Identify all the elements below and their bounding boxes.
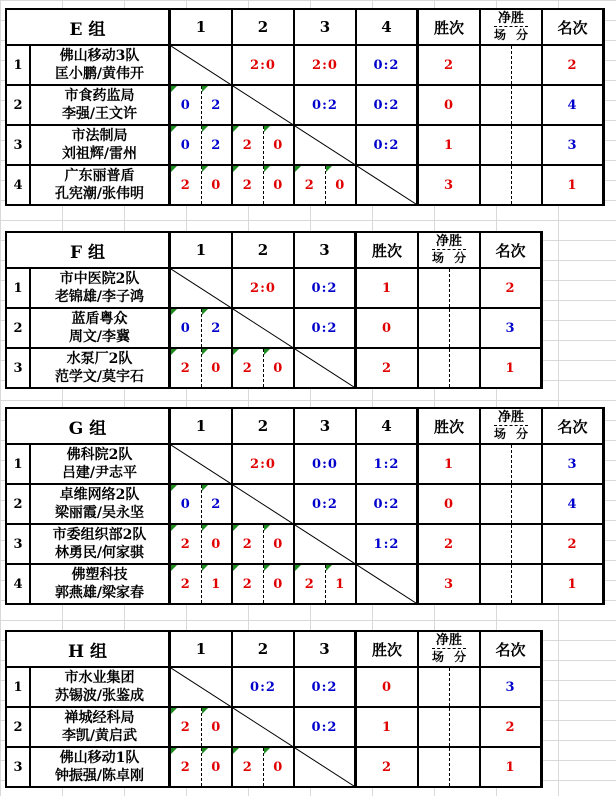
diagonal-cell	[295, 126, 357, 166]
rank-value: 2	[481, 269, 543, 309]
games-label: 场	[493, 427, 506, 441]
games-won: 0	[171, 309, 201, 347]
row-index: 4	[5, 565, 31, 605]
rank-value: 2	[481, 708, 543, 748]
team-cell	[31, 565, 171, 605]
match-score-split	[233, 525, 295, 565]
wins-value: 1	[419, 445, 481, 485]
wins-value: 2	[419, 46, 481, 86]
games-lost: 0	[263, 748, 294, 786]
team-row	[5, 668, 543, 708]
net-header	[419, 231, 481, 269]
team-cell	[31, 748, 171, 788]
net-divider	[511, 46, 512, 84]
team-row	[5, 46, 605, 86]
row-index: 1	[5, 445, 31, 485]
diagonal-cell	[295, 525, 357, 565]
match-score-split	[171, 86, 233, 126]
row-index: 1	[5, 46, 31, 86]
rank-header: 名次	[481, 630, 543, 668]
diagonal-line	[295, 748, 357, 788]
team-row	[5, 708, 543, 748]
diagonal-line	[233, 708, 295, 748]
match-score-split	[171, 708, 233, 748]
team-row	[5, 565, 605, 605]
games-won: 2	[171, 708, 201, 746]
group-header	[5, 407, 605, 445]
column-header-3: 3	[295, 407, 357, 445]
match-score: 0:2	[295, 708, 357, 748]
match-score-split	[171, 748, 233, 788]
games-lost: 0	[325, 166, 356, 204]
net-divider	[511, 86, 512, 124]
net-title: 净胜	[435, 633, 462, 648]
diagonal-cell	[233, 708, 295, 748]
diagonal-line	[171, 668, 233, 708]
rank-value: 3	[543, 445, 605, 485]
net-value	[481, 166, 543, 206]
player-names: 李强/王文许	[61, 106, 138, 122]
diagonal-line	[357, 565, 419, 605]
player-names: 匡小鹏/黄伟开	[54, 66, 145, 82]
diagonal-line	[233, 309, 295, 349]
games-label: 场	[493, 28, 506, 42]
net-value	[481, 445, 543, 485]
games-won: 2	[233, 166, 263, 204]
team-name: 市水业集团	[64, 670, 135, 686]
rank-value: 3	[481, 668, 543, 708]
net-value	[481, 525, 543, 565]
games-won: 0	[171, 126, 201, 164]
diagonal-cell	[233, 86, 295, 126]
match-score-split	[171, 565, 233, 605]
games-lost: 0	[263, 126, 294, 164]
wins-value: 2	[357, 748, 419, 788]
games-won: 0	[171, 86, 201, 124]
wins-value: 0	[357, 668, 419, 708]
diagonal-line	[295, 525, 357, 565]
match-score: 0:2	[357, 46, 419, 86]
player-names: 周文/李冀	[68, 329, 131, 345]
team-cell	[31, 708, 171, 748]
diagonal-cell	[295, 748, 357, 788]
points-label: 分	[516, 427, 529, 441]
diagonal-cell	[295, 349, 357, 389]
diagonal-line	[171, 445, 233, 485]
net-divider	[449, 708, 450, 746]
rank-value: 1	[481, 349, 543, 389]
rank-value: 1	[543, 166, 605, 206]
diagonal-cell	[357, 565, 419, 605]
match-score: 0:2	[295, 668, 357, 708]
match-score-split	[171, 166, 233, 206]
diagonal-line	[171, 269, 233, 309]
diagonal-cell	[357, 166, 419, 206]
column-header-4: 4	[357, 8, 419, 46]
match-score-split	[233, 565, 295, 605]
net-subheader	[432, 249, 466, 265]
diagonal-line	[295, 126, 357, 166]
match-score: 0:2	[295, 485, 357, 525]
team-cell	[31, 86, 171, 126]
match-score: 0:2	[357, 126, 419, 166]
wins-header: 胜次	[357, 231, 419, 269]
player-names: 老锦雄/李子鸿	[54, 289, 145, 305]
match-score-split	[295, 565, 357, 605]
rank-header: 名次	[481, 231, 543, 269]
player-names: 钟振强/陈卓刚	[54, 768, 145, 784]
team-cell	[31, 668, 171, 708]
match-score: 0:2	[295, 269, 357, 309]
team-name: 佛科院2队	[66, 447, 133, 463]
diagonal-cell	[233, 309, 295, 349]
games-won: 2	[295, 565, 325, 603]
net-divider	[449, 309, 450, 347]
games-lost: 0	[263, 349, 294, 387]
wins-value: 1	[419, 126, 481, 166]
games-won: 2	[233, 349, 263, 387]
group-table	[5, 630, 543, 788]
wins-value: 1	[357, 269, 419, 309]
net-value	[481, 86, 543, 126]
net-header	[419, 630, 481, 668]
net-divider	[511, 485, 512, 523]
team-row	[5, 269, 543, 309]
net-value	[481, 126, 543, 166]
match-score: 2:0	[233, 445, 295, 485]
diagonal-cell	[171, 668, 233, 708]
team-cell	[31, 309, 171, 349]
column-header-3: 3	[295, 630, 357, 668]
net-header	[481, 407, 543, 445]
team-row	[5, 86, 605, 126]
column-header-2: 2	[233, 231, 295, 269]
net-divider	[511, 525, 512, 563]
games-won: 2	[171, 525, 201, 563]
match-score: 2:0	[233, 269, 295, 309]
games-lost: 2	[201, 126, 232, 164]
net-value	[419, 708, 481, 748]
column-header-2: 2	[233, 8, 295, 46]
team-name: 市委组织部2队	[52, 527, 147, 543]
team-cell	[31, 166, 171, 206]
column-header-1: 1	[171, 8, 233, 46]
diagonal-line	[295, 349, 357, 389]
net-divider	[511, 166, 512, 204]
player-names: 郭燕雄/梁家春	[54, 585, 145, 601]
games-won: 2	[233, 126, 263, 164]
wins-value: 3	[419, 565, 481, 605]
team-name: 水泵厂2队	[66, 351, 133, 367]
net-divider	[449, 668, 450, 706]
team-name: 蓝盾粤众	[71, 311, 128, 327]
wins-header: 胜次	[357, 630, 419, 668]
games-lost: 0	[201, 708, 232, 746]
games-lost: 0	[263, 565, 294, 603]
net-divider	[449, 748, 450, 786]
rank-header: 名次	[543, 8, 605, 46]
group-name: H 组	[5, 630, 171, 668]
column-header-1: 1	[171, 231, 233, 269]
team-name: 市食药监局	[64, 88, 135, 104]
rank-value: 1	[543, 565, 605, 605]
match-score: 2:0	[233, 46, 295, 86]
column-header-3: 3	[295, 8, 357, 46]
games-won: 2	[233, 565, 263, 603]
row-index: 3	[5, 748, 31, 788]
net-subheader	[494, 26, 528, 42]
net-divider	[511, 565, 512, 603]
match-score: 1:2	[357, 445, 419, 485]
rank-value: 3	[481, 309, 543, 349]
team-cell	[31, 445, 171, 485]
team-row	[5, 748, 543, 788]
team-row	[5, 445, 605, 485]
column-header-3: 3	[295, 231, 357, 269]
points-label: 分	[516, 28, 529, 42]
games-won: 2	[171, 349, 201, 387]
rank-value: 1	[481, 748, 543, 788]
net-value	[419, 309, 481, 349]
net-subheader	[432, 648, 466, 664]
row-index: 4	[5, 166, 31, 206]
team-name: 卓维网络2队	[59, 487, 140, 503]
net-value	[419, 748, 481, 788]
games-lost: 0	[201, 349, 232, 387]
net-subheader	[494, 425, 528, 441]
team-name: 佛塑科技	[71, 567, 128, 583]
player-names: 刘祖辉/雷州	[61, 146, 138, 162]
wins-header: 胜次	[419, 407, 481, 445]
group-header	[5, 630, 543, 668]
match-score-split	[233, 126, 295, 166]
games-won: 0	[171, 485, 201, 523]
rank-value: 4	[543, 485, 605, 525]
team-row	[5, 485, 605, 525]
games-won: 2	[171, 748, 201, 786]
net-divider	[449, 269, 450, 307]
wins-value: 2	[357, 349, 419, 389]
diagonal-line	[357, 166, 419, 206]
player-names: 苏锡波/张鉴成	[54, 688, 145, 704]
column-header-1: 1	[171, 630, 233, 668]
row-index: 3	[5, 126, 31, 166]
group-name: E 组	[5, 8, 171, 46]
wins-value: 0	[419, 485, 481, 525]
match-score-split	[233, 166, 295, 206]
games-lost: 2	[201, 485, 232, 523]
row-index: 2	[5, 485, 31, 525]
games-won: 2	[171, 565, 201, 603]
team-row	[5, 166, 605, 206]
diagonal-line	[171, 46, 233, 86]
row-index: 1	[5, 668, 31, 708]
net-title: 净胜	[497, 410, 524, 425]
wins-header: 胜次	[419, 8, 481, 46]
match-score: 0:2	[295, 309, 357, 349]
net-divider	[511, 445, 512, 483]
games-won: 2	[171, 166, 201, 204]
rank-value: 4	[543, 86, 605, 126]
group-header	[5, 231, 543, 269]
group-table	[5, 8, 605, 206]
match-score-split	[295, 166, 357, 206]
column-header-2: 2	[233, 407, 295, 445]
games-lost: 0	[263, 166, 294, 204]
row-index: 2	[5, 309, 31, 349]
match-score-split	[233, 349, 295, 389]
team-name: 禅城经科局	[64, 710, 135, 726]
games-lost: 0	[201, 525, 232, 563]
match-score-split	[171, 126, 233, 166]
net-value	[419, 349, 481, 389]
row-index: 2	[5, 86, 31, 126]
group-header	[5, 8, 605, 46]
team-row	[5, 349, 543, 389]
diagonal-line	[233, 86, 295, 126]
match-score: 0:2	[357, 485, 419, 525]
wins-value: 0	[419, 86, 481, 126]
games-lost: 1	[325, 565, 356, 603]
match-score-split	[171, 309, 233, 349]
net-value	[481, 46, 543, 86]
wins-value: 1	[357, 708, 419, 748]
team-cell	[31, 349, 171, 389]
row-index: 2	[5, 708, 31, 748]
team-cell	[31, 46, 171, 86]
match-score-split	[171, 485, 233, 525]
player-names: 梁丽霞/吴永坚	[54, 505, 145, 521]
team-row	[5, 126, 605, 166]
wins-value: 3	[419, 166, 481, 206]
games-lost: 2	[201, 86, 232, 124]
team-name: 市法制局	[71, 128, 128, 144]
net-value	[419, 668, 481, 708]
points-label: 分	[454, 251, 467, 265]
column-header-4: 4	[357, 407, 419, 445]
match-score-split	[171, 525, 233, 565]
net-header	[481, 8, 543, 46]
rank-value: 2	[543, 525, 605, 565]
diagonal-cell	[171, 269, 233, 309]
match-score-split	[233, 748, 295, 788]
player-names: 吕建/尹志平	[61, 465, 138, 481]
match-score: 0:0	[295, 445, 357, 485]
team-cell	[31, 269, 171, 309]
rank-value: 2	[543, 46, 605, 86]
row-index: 3	[5, 525, 31, 565]
row-index: 3	[5, 349, 31, 389]
column-header-1: 1	[171, 407, 233, 445]
team-name: 市中医院2队	[59, 271, 140, 287]
match-score: 0:2	[233, 668, 295, 708]
games-won: 2	[233, 525, 263, 563]
wins-value: 2	[419, 525, 481, 565]
games-lost: 0	[201, 748, 232, 786]
match-score: 2:0	[295, 46, 357, 86]
team-name: 佛山移动1队	[59, 750, 140, 766]
match-score: 1:2	[357, 525, 419, 565]
diagonal-cell	[171, 46, 233, 86]
group-name: F 组	[5, 231, 171, 269]
player-names: 林勇民/何家骐	[54, 545, 145, 561]
player-names: 李凯/黄启武	[61, 728, 138, 744]
net-value	[481, 565, 543, 605]
wins-value: 0	[357, 309, 419, 349]
rank-header: 名次	[543, 407, 605, 445]
player-names: 范学文/莫宇石	[54, 369, 145, 385]
games-label: 场	[431, 251, 444, 265]
games-lost: 1	[201, 565, 232, 603]
games-won: 2	[295, 166, 325, 204]
group-table	[5, 231, 543, 389]
games-lost: 2	[201, 309, 232, 347]
column-header-2: 2	[233, 630, 295, 668]
games-lost: 0	[201, 166, 232, 204]
row-index: 1	[5, 269, 31, 309]
team-cell	[31, 485, 171, 525]
team-name: 佛山移动3队	[59, 48, 140, 64]
match-score-split	[171, 349, 233, 389]
match-score: 0:2	[295, 86, 357, 126]
diagonal-cell	[233, 485, 295, 525]
team-name: 广东丽普盾	[64, 168, 135, 184]
player-names: 孔宪潮/张伟明	[54, 186, 145, 202]
diagonal-line	[233, 485, 295, 525]
net-divider	[449, 349, 450, 387]
games-label: 场	[431, 650, 444, 664]
group-table	[5, 407, 605, 605]
net-title: 净胜	[497, 11, 524, 26]
group-name: G 组	[5, 407, 171, 445]
match-score: 0:2	[357, 86, 419, 126]
team-row	[5, 309, 543, 349]
points-label: 分	[454, 650, 467, 664]
games-won: 2	[233, 748, 263, 786]
games-lost: 0	[263, 525, 294, 563]
diagonal-cell	[171, 445, 233, 485]
net-title: 净胜	[435, 234, 462, 249]
rank-value: 3	[543, 126, 605, 166]
team-cell	[31, 126, 171, 166]
team-cell	[31, 525, 171, 565]
team-row	[5, 525, 605, 565]
net-divider	[511, 126, 512, 164]
net-value	[481, 485, 543, 525]
net-value	[419, 269, 481, 309]
